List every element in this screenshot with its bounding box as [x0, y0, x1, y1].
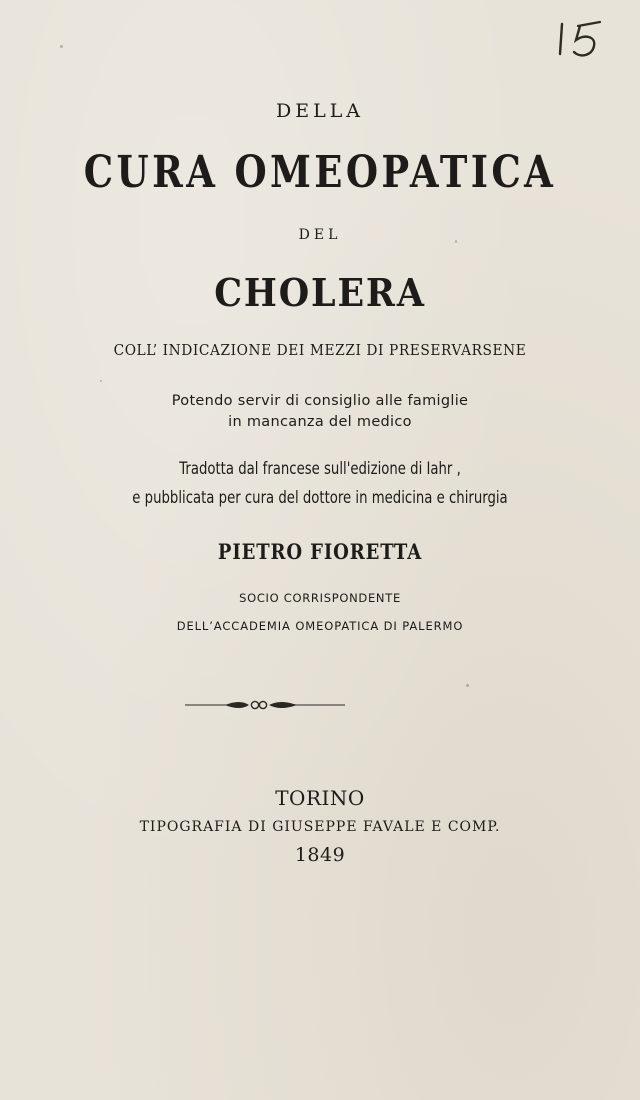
ornamental-rule: [185, 697, 345, 711]
line-tradotta: Tradotta dal francese sull'edizione di Iahr ,: [179, 459, 461, 479]
paper-speck: [60, 45, 63, 48]
paper-speck: [466, 684, 469, 687]
paper-speck: [100, 380, 102, 382]
imprint-city: TORINO: [275, 786, 365, 810]
line-della: DELLA: [275, 100, 365, 122]
imprint-printer: TIPOGRAFIA DI GIUSEPPE FAVALE E COMP.: [139, 819, 501, 835]
main-title: CURA OMEOPATICA: [83, 147, 557, 198]
paper-speck: [455, 240, 457, 243]
line-socio: SOCIO CORRISPONDENTE: [239, 591, 401, 605]
line-del: DEL: [298, 227, 342, 243]
line-indicazione: COLL’ INDICAZIONE DEI MEZZI DI PRESERVARSENE: [113, 343, 527, 359]
line-mancanza: in mancanza del medico: [228, 414, 412, 430]
subject-title: CHOLERA: [214, 270, 426, 315]
line-potendo: Potendo servir di consiglio alle famiglie: [171, 393, 469, 409]
handwritten-number-icon: [556, 18, 606, 62]
author-name: PIETRO FIORETTA: [217, 539, 423, 564]
imprint-year: 1849: [294, 844, 346, 866]
line-pubblicata: e pubblicata per cura del dottore in medicina e chirurgia: [132, 488, 508, 508]
handwritten-annotation: [556, 18, 606, 62]
line-accademia: DELL’ACCADEMIA OMEOPATICA DI PALERMO: [176, 619, 464, 633]
ornamental-rule-icon: [185, 698, 345, 712]
